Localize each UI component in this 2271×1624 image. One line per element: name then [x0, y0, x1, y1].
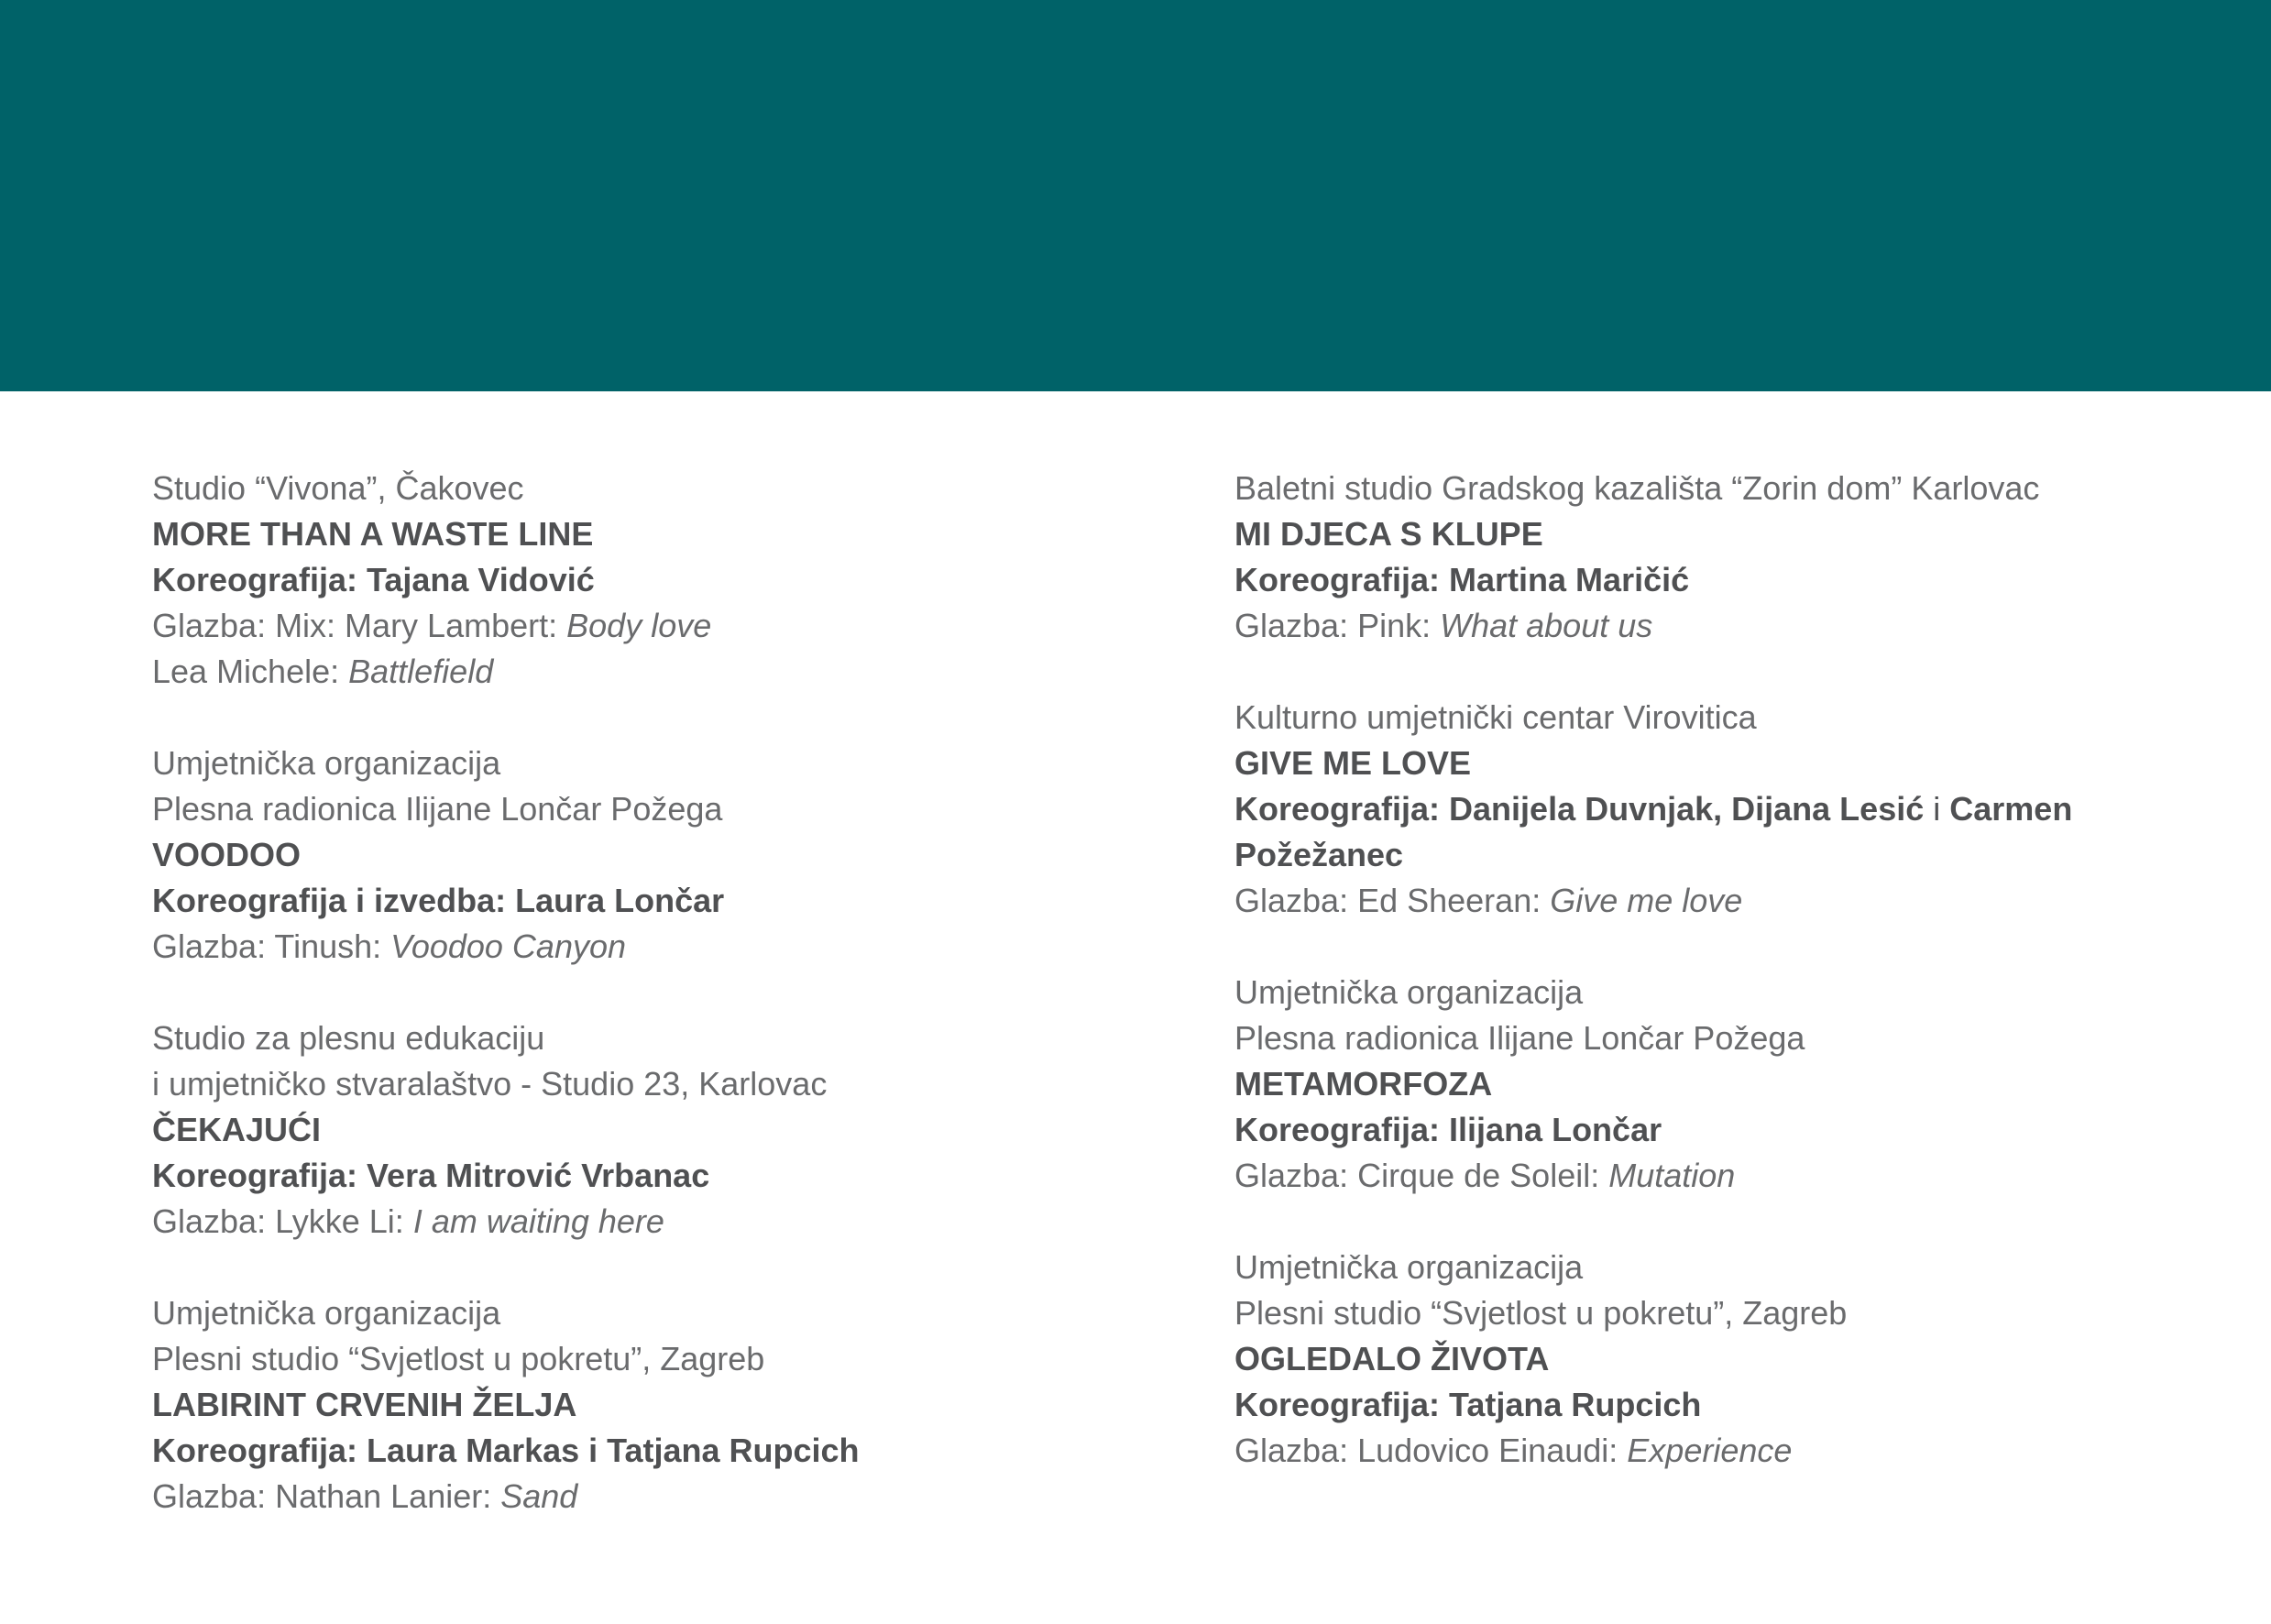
header-band [0, 0, 2271, 391]
music-prefix: Glazba: Mix: Mary Lambert: [152, 607, 567, 644]
organization-line: Umjetnička organizacija [1234, 1248, 1584, 1286]
music-work: What about us [1440, 607, 1653, 644]
music-work: Sand [500, 1477, 578, 1515]
music-credit [152, 603, 1179, 649]
program-entry [152, 466, 1179, 695]
organization-line: Studio “Vivona”, Čakovec [152, 469, 524, 507]
music-prefix: Glazba: Ed Sheeran: [1234, 882, 1551, 919]
program-entry [152, 741, 1179, 970]
performance-title: LABIRINT CRVENIH ŽELJA [152, 1386, 577, 1423]
performance-title: MORE THAN A WASTE LINE [152, 515, 594, 553]
program-entry [152, 1015, 1179, 1245]
music-work: I am waiting here [412, 1202, 664, 1240]
music-credit [1234, 1428, 2261, 1474]
music-prefix: Glazba: Tinush: [152, 927, 391, 965]
organization-line: Plesni studio “Svjetlost u pokretu”, Zagreb [1234, 1294, 1848, 1332]
performance-title: MI DJECA S KLUPE [1234, 515, 1543, 553]
music-work: Battlefield [348, 653, 494, 690]
left-column [152, 466, 1179, 1565]
music-work: Body love [566, 607, 712, 644]
music-credit [1234, 878, 2261, 924]
organization-line: Umjetnička organizacija [152, 744, 501, 782]
program-entry [1234, 466, 2261, 649]
organization-line: Umjetnička organizacija [152, 1294, 501, 1332]
music-work: Voodoo Canyon [390, 927, 627, 965]
organization-line: i umjetničko stvaralaštvo - Studio 23, Karlovac [152, 1065, 828, 1103]
choreography-conjunction: i [1924, 790, 1950, 828]
program-entry [152, 1290, 1179, 1520]
organization-line: Kulturno umjetnički centar Virovitica [1234, 698, 1757, 736]
music-work: Give me love [1550, 882, 1743, 919]
choreography-credit: Koreografija: Tatjana Rupcich [1234, 1386, 1702, 1423]
organization-line: Baletni studio Gradskog kazališta “Zorin dom” Karlovac [1234, 469, 2040, 507]
choreography-credit: Koreografija: Martina Maričić [1234, 561, 1690, 598]
music-prefix: Lea Michele: [152, 653, 349, 690]
music-prefix: Glazba: Lykke Li: [152, 1202, 413, 1240]
program-entry [1234, 1245, 2261, 1474]
choreography-credit: Koreografija: Laura Markas i Tatjana Rupcich [152, 1432, 860, 1469]
performance-title: ČEKAJUĆI [152, 1111, 322, 1148]
organization-line: Studio za plesnu edukaciju [152, 1019, 545, 1057]
choreography-credit: Koreografija i izvedba: Laura Lončar [152, 882, 725, 919]
choreography-credit: Koreografija: Tajana Vidović [152, 561, 595, 598]
organization-line: Plesna radionica Ilijane Lončar Požega [152, 790, 723, 828]
music-credit [152, 924, 1179, 970]
organization-line: Plesni studio “Svjetlost u pokretu”, Zagreb [152, 1340, 765, 1377]
music-work: Mutation [1608, 1157, 1736, 1194]
performance-title: GIVE ME LOVE [1234, 744, 1472, 782]
choreography-names: Carmen Požežanec [1234, 790, 2073, 873]
music-prefix: Glazba: Cirque de Soleil: [1234, 1157, 1609, 1194]
organization-line: Plesna radionica Ilijane Lončar Požega [1234, 1019, 1805, 1057]
performance-title: METAMORFOZA [1234, 1065, 1493, 1103]
music-prefix: Glazba: Pink: [1234, 607, 1441, 644]
music-work: Experience [1627, 1432, 1793, 1469]
performance-title: OGLEDALO ŽIVOTA [1234, 1340, 1550, 1377]
program-entry [1234, 970, 2261, 1199]
choreography-names: Koreografija: Danijela Duvnjak, Dijana Lesić [1234, 790, 1925, 828]
program-entry [1234, 695, 2261, 924]
music-credit [1234, 1153, 2261, 1199]
music-prefix: Glazba: Ludovico Einaudi: [1234, 1432, 1628, 1469]
choreography-credit: Koreografija: Ilijana Lončar [1234, 1111, 1662, 1148]
music-credit [152, 1474, 1179, 1520]
right-column [1234, 466, 2261, 1520]
performance-title: VOODOO [152, 836, 302, 873]
music-credit [1234, 603, 2261, 649]
music-prefix: Glazba: Nathan Lanier: [152, 1477, 501, 1515]
choreography-credit [1234, 786, 2114, 878]
music-credit [152, 1199, 1179, 1245]
organization-line: Umjetnička organizacija [1234, 973, 1584, 1011]
music-credit [152, 649, 1179, 695]
choreography-credit: Koreografija: Vera Mitrović Vrbanac [152, 1157, 710, 1194]
